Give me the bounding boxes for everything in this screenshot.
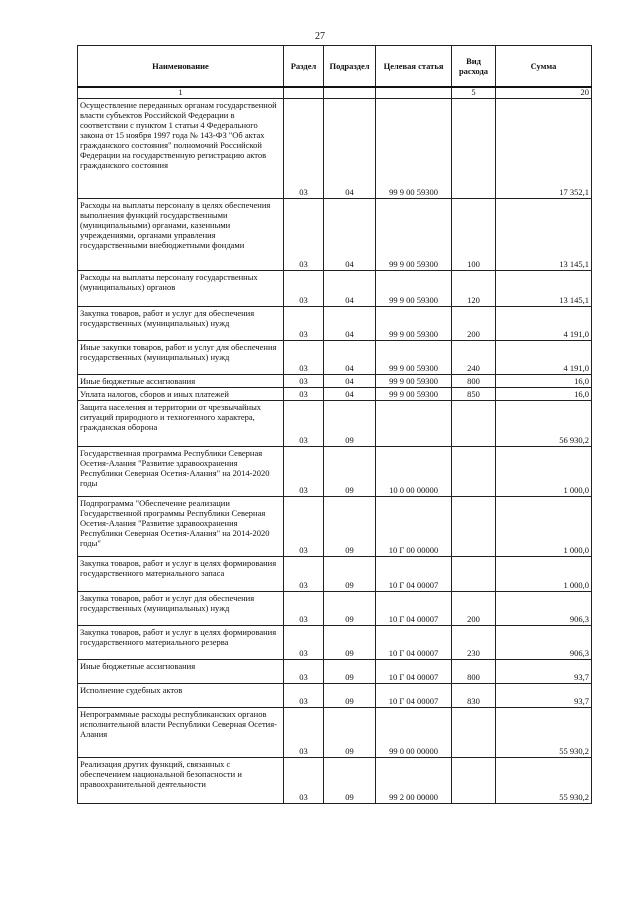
row-name: Осуществление переданных органам государственной власти субъектов Российской Федерации в соответствии с пунктом 1 статьи 4 Федерального закона от 15 ноября 1997 года № 143-ФЗ "Об актах гражданского состояния" полномочий Российской Федерации на государственную регистрацию актов гражданского состояния (78, 99, 284, 199)
table-row (78, 388, 592, 401)
row-subsection: 04 (324, 375, 376, 388)
header-name: Наименование (78, 46, 284, 88)
row-type: 830 (452, 684, 496, 708)
table-row (78, 497, 592, 557)
row-name: Иные бюджетные ассигнования (78, 375, 284, 388)
column-number (376, 87, 452, 99)
row-type: 240 (452, 341, 496, 375)
column-number (284, 87, 324, 99)
row-target: 99 9 00 59300 (376, 99, 452, 199)
table-row (78, 660, 592, 684)
row-sum: 16,0 (496, 388, 592, 401)
row-name: Закупка товаров, работ и услуг для обеспечения государственных (муниципальных) нужд (78, 307, 284, 341)
row-subsection: 09 (324, 758, 376, 804)
row-target: 10 Г 04 00007 (376, 660, 452, 684)
row-subsection: 04 (324, 99, 376, 199)
row-subsection: 09 (324, 447, 376, 497)
table-row (78, 592, 592, 626)
column-number: 5 (452, 87, 496, 99)
row-section: 03 (284, 497, 324, 557)
row-subsection: 09 (324, 497, 376, 557)
row-name: Реализация других функций, связанных с обеспечением национальной безопасности и правоохранительной деятельности (78, 758, 284, 804)
row-target: 99 9 00 59300 (376, 375, 452, 388)
table-row (78, 684, 592, 708)
table-row (78, 341, 592, 375)
row-section: 03 (284, 401, 324, 447)
row-type (452, 708, 496, 758)
row-type: 230 (452, 626, 496, 660)
row-type: 200 (452, 307, 496, 341)
header-section: Раздел (284, 46, 324, 88)
row-name: Исполнение судебных актов (78, 684, 284, 708)
row-sum: 1 000,0 (496, 557, 592, 592)
table-row (78, 99, 592, 199)
table-row (78, 758, 592, 804)
table-row (78, 557, 592, 592)
column-number (324, 87, 376, 99)
row-section: 03 (284, 375, 324, 388)
row-sum: 906,3 (496, 626, 592, 660)
row-sum: 1 000,0 (496, 497, 592, 557)
row-type: 800 (452, 375, 496, 388)
row-type (452, 557, 496, 592)
row-section: 03 (284, 99, 324, 199)
row-target: 10 Г 04 00007 (376, 684, 452, 708)
row-section: 03 (284, 592, 324, 626)
row-target: 99 2 00 00000 (376, 758, 452, 804)
table-row (78, 626, 592, 660)
table-row (78, 271, 592, 307)
row-name: Расходы на выплаты персоналу в целях обеспечения выполнения функций государственными (муниципальными) органами, казенными учреждениями, органами управления государственными внебюджетными фондами (78, 199, 284, 271)
row-sum: 55 930,2 (496, 708, 592, 758)
row-target: 10 Г 04 00007 (376, 592, 452, 626)
row-name: Расходы на выплаты персоналу государственных (муниципальных) органов (78, 271, 284, 307)
row-name: Иные закупки товаров, работ и услуг для обеспечения государственных (муниципальных) нужд (78, 341, 284, 375)
row-target (376, 401, 452, 447)
row-subsection: 09 (324, 684, 376, 708)
row-subsection: 04 (324, 341, 376, 375)
column-number: 20 (496, 87, 592, 99)
row-type: 800 (452, 660, 496, 684)
row-sum: 1 000,0 (496, 447, 592, 497)
row-target: 10 0 00 00000 (376, 447, 452, 497)
row-target: 99 9 00 59300 (376, 341, 452, 375)
column-number: 1 (78, 87, 284, 99)
row-section: 03 (284, 271, 324, 307)
row-sum: 56 930,2 (496, 401, 592, 447)
row-sum: 906,3 (496, 592, 592, 626)
row-section: 03 (284, 199, 324, 271)
row-section: 03 (284, 341, 324, 375)
row-section: 03 (284, 758, 324, 804)
row-type: 850 (452, 388, 496, 401)
row-type: 100 (452, 199, 496, 271)
row-section: 03 (284, 684, 324, 708)
row-target: 10 Г 04 00007 (376, 626, 452, 660)
row-sum: 13 145,1 (496, 199, 592, 271)
column-number-row (78, 87, 592, 99)
row-subsection: 09 (324, 557, 376, 592)
row-type (452, 758, 496, 804)
row-sum: 13 145,1 (496, 271, 592, 307)
row-target: 99 0 00 00000 (376, 708, 452, 758)
row-subsection: 09 (324, 708, 376, 758)
table-row (78, 447, 592, 497)
row-name: Подпрограмма "Обеспечение реализации Государственной программы Республики Северная Осетия-Алания "Развитие здравоохранения Республики Северная Осетия-Алания" на 2014-2020 годы" (78, 497, 284, 557)
row-section: 03 (284, 660, 324, 684)
row-type (452, 99, 496, 199)
row-target: 99 9 00 59300 (376, 199, 452, 271)
row-section: 03 (284, 626, 324, 660)
table-row (78, 307, 592, 341)
header-sum: Сумма (496, 46, 592, 88)
row-target: 99 9 00 59300 (376, 307, 452, 341)
row-type: 200 (452, 592, 496, 626)
row-subsection: 04 (324, 307, 376, 341)
row-section: 03 (284, 708, 324, 758)
row-target: 99 9 00 59300 (376, 388, 452, 401)
header-type: Вид расхода (452, 46, 496, 88)
row-subsection: 04 (324, 388, 376, 401)
header-row (78, 46, 592, 88)
row-target: 10 Г 04 00007 (376, 557, 452, 592)
row-type (452, 401, 496, 447)
row-type: 120 (452, 271, 496, 307)
row-section: 03 (284, 388, 324, 401)
row-subsection: 04 (324, 199, 376, 271)
row-section: 03 (284, 557, 324, 592)
row-target: 99 9 00 59300 (376, 271, 452, 307)
page-number: 27 (315, 31, 325, 42)
table-row (78, 199, 592, 271)
table-row (78, 375, 592, 388)
row-target: 10 Г 00 00000 (376, 497, 452, 557)
budget-table (77, 45, 592, 804)
row-sum: 4 191,0 (496, 341, 592, 375)
row-sum: 17 352,1 (496, 99, 592, 199)
row-subsection: 04 (324, 271, 376, 307)
header-subsection: Подраздел (324, 46, 376, 88)
row-name: Иные бюджетные ассигнования (78, 660, 284, 684)
row-name: Закупка товаров, работ и услуг в целях формирования государственного материального запаса (78, 557, 284, 592)
row-subsection: 09 (324, 660, 376, 684)
row-type (452, 447, 496, 497)
row-name: Защита населения и территории от чрезвычайных ситуаций природного и техногенного характера, гражданская оборона (78, 401, 284, 447)
row-type (452, 497, 496, 557)
row-name: Закупка товаров, работ и услуг в целях формирования государственного материального резерва (78, 626, 284, 660)
row-sum: 16,0 (496, 375, 592, 388)
row-sum: 4 191,0 (496, 307, 592, 341)
row-subsection: 09 (324, 626, 376, 660)
row-name: Непрограммные расходы республиканских органов исполнительной власти Республики Северная Осетия-Алания (78, 708, 284, 758)
row-name: Уплата налогов, сборов и иных платежей (78, 388, 284, 401)
row-sum: 93,7 (496, 660, 592, 684)
row-sum: 93,7 (496, 684, 592, 708)
row-section: 03 (284, 307, 324, 341)
row-section: 03 (284, 447, 324, 497)
row-subsection: 09 (324, 401, 376, 447)
row-name: Закупка товаров, работ и услуг для обеспечения государственных (муниципальных) нужд (78, 592, 284, 626)
table-row (78, 401, 592, 447)
table-row (78, 708, 592, 758)
row-name: Государственная программа Республики Северная Осетия-Алания "Развитие здравоохранения Республики Северная Осетия-Алания" на 2014-2020 годы (78, 447, 284, 497)
header-target: Целевая статья (376, 46, 452, 88)
row-sum: 55 930,2 (496, 758, 592, 804)
row-subsection: 09 (324, 592, 376, 626)
